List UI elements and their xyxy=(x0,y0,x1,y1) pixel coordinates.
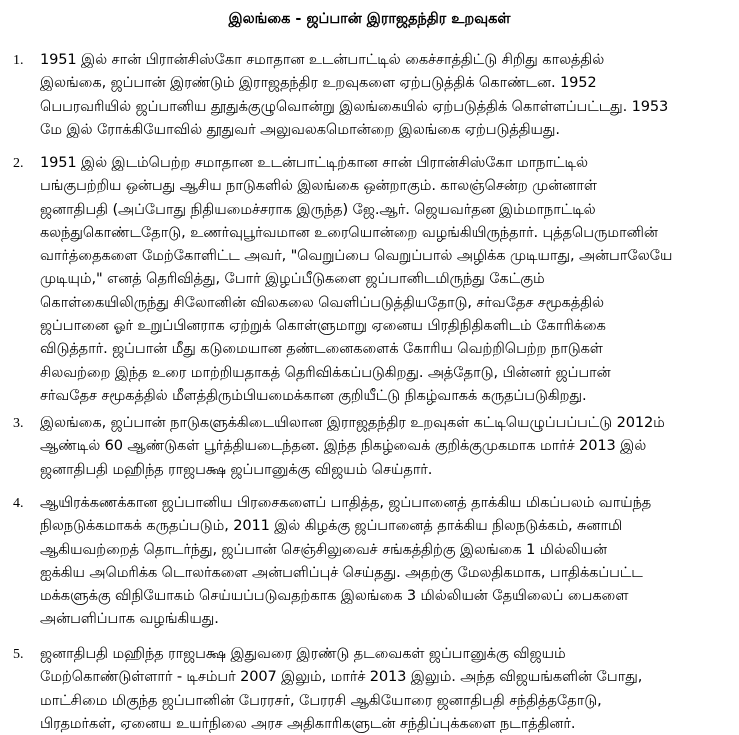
paragraph-line: கொள்கையிலிருந்து சிலோனின் விலகலை வெளிப்படுத்தியதோடு, சர்வதேச சமூகத்தில் xyxy=(40,293,604,311)
item-number: 2. xyxy=(13,156,24,171)
paragraph-line: ஜப்பானை ஓர் உறுப்பினராக ஏற்றுக் கொள்ளுமாறு ஏனைய பிரதிநிதிகளிடம் கோரிக்கை xyxy=(40,317,606,335)
paragraph-line: ஆண்டில் 60 ஆண்டுகள் பூர்த்தியடைந்தன. இந்த நிகழ்வைக் குறிக்குமுகமாக மார்ச் 2013 இல் xyxy=(40,437,647,455)
paragraph-line: ஜனாதிபதி மஹிந்த ராஜபக்ஷ இதுவரை இரண்டு தடவைகள் ஜப்பானுக்கு விஜயம் xyxy=(40,645,566,662)
paragraph-line: ஜனாதிபதி மஹிந்த ராஜபக்ஷ ஜப்பானுக்கு விஜயம் செய்தார். xyxy=(40,460,433,478)
paragraph-line: நிலநடுக்கமாகக் கருதப்படும், 2011 இல் கிழக்கு ஜப்பானைத் தாக்கிய நிலநடுக்கம், சுனாமி xyxy=(40,517,623,535)
paragraph-line: ஆயிரக்கணக்கான ஜப்பானிய பிரசைகளைப் பாதித்த, ஜப்பானைத் தாக்கிய மிகப்பலம் வாய்ந்த xyxy=(40,494,652,511)
paragraph-line: அன்பளிப்பாக வழங்கியது. xyxy=(40,610,219,628)
paragraph-line: மக்களுக்கு விநியோகம் செய்யப்படுவதற்காக இலங்கை 3 மில்லியன் தேயிலைப் பைகளை xyxy=(40,587,629,605)
document-title: இலங்கை - ஜப்பான் இராஜதந்திர உறவுகள் xyxy=(228,11,511,27)
paragraph-line: பிரதமர்கள், ஏனைய உயர்நிலை அரச அதிகாரிகளுடன் சந்திப்புக்களை நடாத்தினர். xyxy=(40,714,576,732)
paragraph-line: பெபரவரியில் ஜப்பானிய தூதுக்குழுவொன்று இலங்கையில் ஏற்படுத்திக் கொள்ளப்பட்டது. 1953 xyxy=(40,97,669,115)
paragraph-line: வார்த்தைகளை மேற்கோளிட்ட அவர், "வெறுப்பை வெறுப்பால் அழிக்க முடியாது, அன்பாலேயே xyxy=(40,247,673,265)
item-paragraph xyxy=(40,491,730,631)
item-paragraph xyxy=(40,411,730,481)
paragraph-line: விடுத்தார். ஜப்பான் மீது கடுமையான தண்டனைகளைக் கோரிய வெற்றிபெற்ற நாடுகள் xyxy=(40,340,603,358)
item-paragraph xyxy=(40,151,730,407)
paragraph-line: இலங்கை, ஜப்பான் நாடுகளுக்கிடையிலான இராஜதந்திர உறவுகள் கட்டியெழுப்பப்பட்டு 2012ம் xyxy=(40,414,665,431)
paragraph-line: ஆகியவற்றைத் தொடர்ந்து, ஜப்பான் செஞ்சிலுவைச் சங்கத்திற்கு இலங்கை 1 மில்லியன் xyxy=(40,540,608,558)
item-number: 3. xyxy=(13,416,24,431)
paragraph-line: முடியும்," எனத் தெரிவித்து, போர் இழப்பீடுகளை ஜப்பானிடமிருந்து கேட்கும் xyxy=(40,270,545,288)
paragraph-line: ஐக்கிய அமெரிக்க டொலர்களை அன்பளிப்புச் செய்தது. அதற்கு மேலதிகமாக, பாதிக்கப்பட்ட xyxy=(40,563,643,581)
item-number: 4. xyxy=(13,496,24,511)
paragraph-line: ஜனாதிபதி (அப்போது நிதியமைச்சராக இருந்த) ஜே.ஆர். ஜெயவர்தன இம்மாநாட்டில் xyxy=(40,200,596,218)
paragraph-line: இலங்கை, ஜப்பான் இரண்டும் இராஜதந்திர உறவுகளை ஏற்படுத்திக் கொண்டன. 1952 xyxy=(40,74,597,92)
item-number: 5. xyxy=(13,647,24,662)
paragraph-line: மாட்சிமை மிகுந்த ஜப்பானின் பேரரசர், பேரரசி ஆகியோரை ஜனாதிபதி சந்தித்ததோடு, xyxy=(40,691,602,709)
item-paragraph xyxy=(40,48,730,141)
paragraph-line: கலந்துகொண்டதோடு, உணர்வுபூர்வமான உரையொன்றை வழங்கியிருந்தார். புத்தபெருமானின் xyxy=(40,223,658,241)
paragraph-line: மேற்கொண்டுள்ளார் - டிசம்பர் 2007 இலும், மார்ச் 2013 இலும். அந்த விஜயங்களின் போது, xyxy=(40,668,643,686)
paragraph-line: பங்குபற்றிய ஒன்பது ஆசிய நாடுகளில் இலங்கை ஒன்றாகும். காலஞ்சென்ற முன்னாள் xyxy=(40,177,597,195)
paragraph-line: 1951 இல் சான் பிரான்சிஸ்கோ சமாதான உடன்பாட்டில் கைச்சாத்திட்டு சிறிது காலத்தில் xyxy=(40,51,605,68)
paragraph-line: மே இல் ரோக்கியோவில் தூதுவர் அலுவலகமொன்றை இலங்கை ஏற்படுத்தியது. xyxy=(40,120,560,138)
item-paragraph xyxy=(40,642,730,735)
item-number: 1. xyxy=(13,53,24,68)
paragraph-line: சர்வதேச சமூகத்தில் மீளத்திரும்பியமைக்கான குறியீட்டு நிகழ்வாகக் கருதப்படுகிறது. xyxy=(40,386,587,404)
paragraph-line: சிலவற்றை இந்த உரை மாற்றியதாகத் தெரிவிக்கப்படுகிறது. அத்தோடு, பின்னர் ஜப்பான் xyxy=(40,363,611,381)
paragraph-line: 1951 இல் இடம்பெற்ற சமாதான உடன்பாட்டிற்கான சான் பிரான்சிஸ்கோ மாநாட்டில் xyxy=(40,154,588,171)
